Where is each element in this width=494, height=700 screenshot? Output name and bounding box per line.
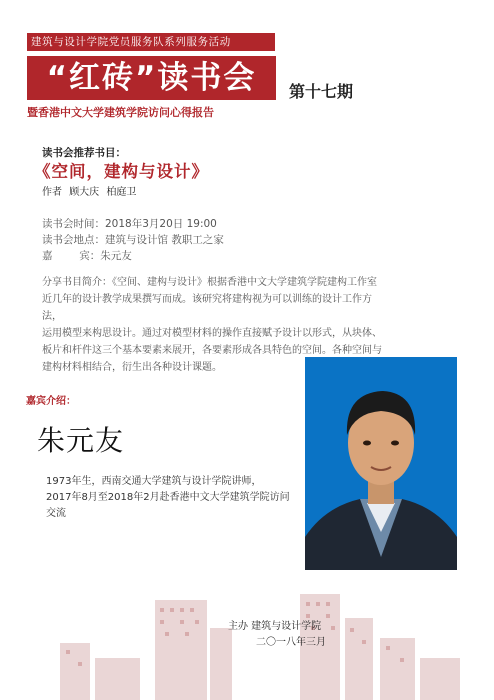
event-date-footer: 二〇一八年三月 bbox=[256, 637, 326, 648]
issue-number: 第十七期 bbox=[289, 82, 354, 101]
intro-line: 板片和杆件这三个基本要素来展开，各要素形成各具特色的空间。各种空间与 bbox=[42, 345, 382, 356]
bio-line: 交流 bbox=[46, 508, 66, 519]
bio-line: 1973年生，西南交通大学建筑与设计学院讲师， bbox=[46, 476, 262, 487]
intro-line: 近几年的设计教学成果撰写而成。该研究将建构视为可以训练的设计工作方法， bbox=[42, 294, 372, 322]
bio-line: 2017年8月至2018年2月赴香港中文大学建筑学院访问 bbox=[46, 492, 290, 503]
book-title: 《空间，建构与设计》 bbox=[34, 162, 209, 181]
intro-line: 分享书目简介：《空间、建构与设计》根据香港中文大学建筑学院建构工作室 bbox=[42, 277, 377, 288]
event-guest: 嘉 宾：朱元友 bbox=[42, 250, 132, 262]
event-time: 读书会时间：2018年3月20日 19:00 bbox=[42, 218, 217, 230]
organizer: 主办 建筑与设计学院 bbox=[228, 621, 322, 632]
recommended-book-label: 读书会推荐书目： bbox=[42, 147, 126, 159]
page-title: “红砖”读书会 bbox=[27, 56, 276, 100]
author-name: 柏庭卫 bbox=[106, 187, 137, 198]
series-banner: 建筑与设计学院党员服务队系列服务活动 bbox=[27, 33, 275, 51]
guest-name: 朱元友 bbox=[37, 424, 125, 457]
intro-line: 建构材料相结合，衍生出各种设计课题。 bbox=[42, 362, 222, 373]
intro-line: 运用模型来构思设计。通过对模型材料的操作直接赋予设计以形式，从块体、 bbox=[42, 328, 382, 339]
guest-portrait-photo bbox=[305, 357, 457, 570]
author-name: 顾大庆 bbox=[69, 187, 100, 198]
page-subtitle: 暨香港中文大学建筑学院访问心得报告 bbox=[27, 106, 214, 119]
author-label: 作者 bbox=[42, 187, 62, 198]
guest-intro-label: 嘉宾介绍： bbox=[26, 396, 76, 407]
event-place: 读书会地点：建筑与设计馆 教职工之家 bbox=[42, 234, 224, 246]
portrait-illustration bbox=[305, 357, 457, 570]
book-authors bbox=[42, 183, 140, 198]
city-skyline-pattern bbox=[0, 588, 494, 700]
guest-bio bbox=[46, 474, 296, 522]
